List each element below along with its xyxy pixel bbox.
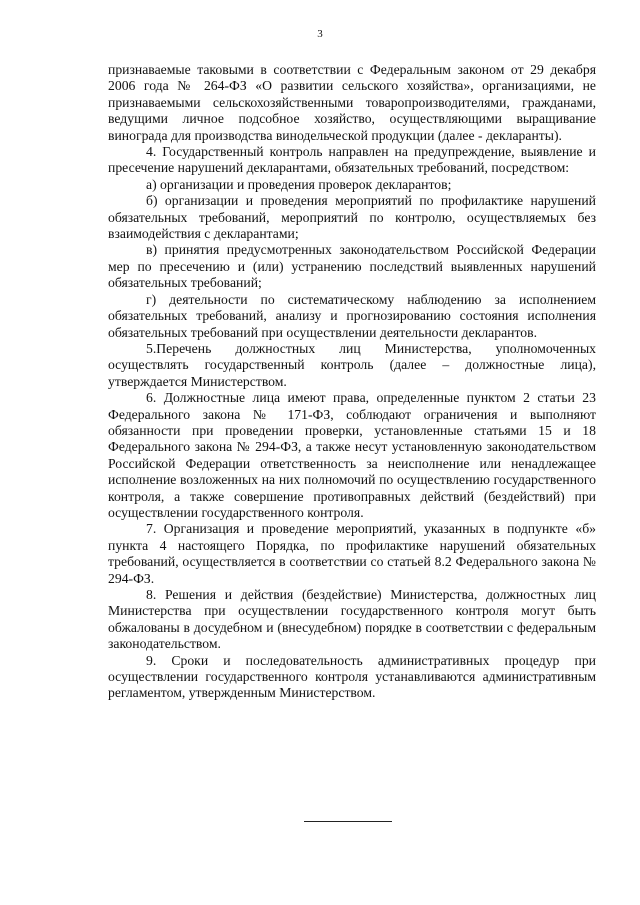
paragraph-9: 9. Сроки и последовательность административных процедур при осуществлении государственного контроля устанавливаются административным регламентом, утвержденным Министерством. xyxy=(108,652,596,701)
paragraph-7: 7. Организация и проведение мероприятий, указанных в подпункте «б» пункта 4 настоящего Порядка, по профилактике нарушений обязательных требований, осуществляется в соответствии со статьей 8.2 Федерального закона № 294-ФЗ. xyxy=(108,521,596,586)
page-number: 3 xyxy=(317,28,323,40)
paragraph-8: 8. Решения и действия (бездействие) Министерства, должностных лиц Министерства при осуществлении государственного контроля могут быть обжалованы в досудебном и (внесудебном) порядке в соответствии с федеральным законодательством. xyxy=(108,587,596,652)
end-separator-line xyxy=(304,821,392,822)
subitem-b: б) организации и проведения мероприятий по профилактике нарушений обязательных требований, мероприятий по контролю, осуществляемых без взаимодействия с декларантами; xyxy=(108,193,596,242)
paragraph-4: 4. Государственный контроль направлен на предупреждение, выявление и пресечение нарушений декларантами, обязательных требований, посредством: xyxy=(108,144,596,176)
paragraph-5: 5.Перечень должностных лиц Министерства, уполномоченных осуществлять государственный контроль (далее – должностные лица), утверждается Министерством. xyxy=(108,340,596,389)
subitem-g: г) деятельности по систематическому наблюдению за исполнением обязательных требований, анализу и прогнозированию состояния исполнения обязательных требований при осуществлении деятельности декларантов. xyxy=(108,291,596,340)
subitem-a: а) организации и проведения проверок декларантов; xyxy=(146,176,452,192)
subitem-v: в) принятия предусмотренных законодательством Российской Федерации мер по пресечению и (или) устранению последствий выявленных нарушений обязательных требований; xyxy=(108,242,596,291)
document-body xyxy=(108,62,596,702)
paragraph-continuation: признаваемые таковыми в соответствии с Федеральным законом от 29 декабря 2006 года № 264-ФЗ «О развитии сельского хозяйства», организациями, не признаваемыми сельскохозяйственными товаропроизводителями, гражданами, ведущими личное подсобное хозяйство, осуществляющими выращивание винограда для производства винодельческой продукции (далее - декларанты). xyxy=(108,62,596,143)
paragraph-6: 6. Должностные лица имеют права, определенные пунктом 2 статьи 23 Федерального закона № 171-ФЗ, соблюдают ограничения и выполняют обязанности при проведении проверки, установленные статьями 15 и 18 Федерального закона № 294-ФЗ, а также несут установленную законодательством Российской Федерации ответственность за неисполнение или ненадлежащее исполнение возложенных на них полномочий по осуществлению государственного контроля, а также совершение противоправных действий (бездействий) при осуществлении государственного контроля. xyxy=(108,390,596,520)
